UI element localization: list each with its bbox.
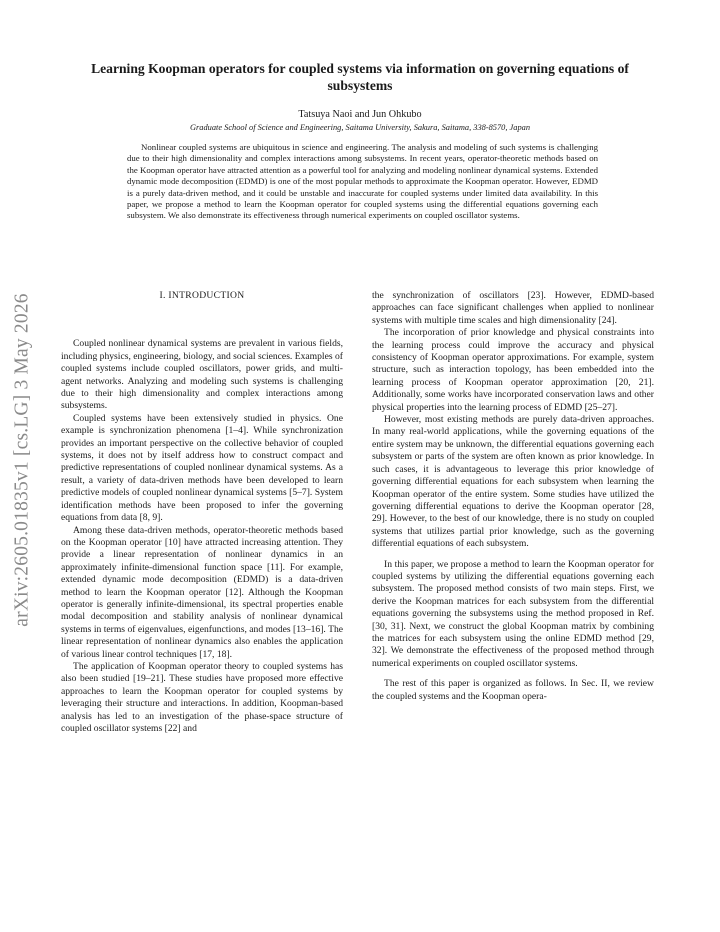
left-column	[61, 290, 343, 735]
arxiv-stamp-container	[3, 260, 43, 660]
paper-authors: Tatsuya Naoi and Jun Ohkubo	[298, 109, 422, 120]
paragraph: Coupled systems have been extensively studied in physics. One example is synchronization phenomena [1–4]. While synchronization provides an important perspective on the collective behavior of coupled systems, it does not by itself address how to construct compact and predictive representations of coupled nonlinear dynamical systems. As a result, a variety of data-driven methods have been developed to learn predictive models of coupled nonlinear dynamical systems [5–7]. System identification methods have been proposed to infer the governing equations from data [8, 9].	[61, 412, 343, 524]
paragraph: Coupled nonlinear dynamical systems are prevalent in various fields, including physics, engineering, biology, and social sciences. Examples of coupled systems include coupled oscillators, power grids, and multi-agent networks. Analyzing and modeling such systems is challenging due to their high dimensionality and complex interactions among subsystems.	[61, 338, 343, 412]
paragraph: the synchronization of oscillators [23]. However, EDMD-based approaches can face significant challenges when applied to nonlinear systems with multiple time scales and high dimensionality [24].	[372, 290, 654, 326]
paper-affiliation: Graduate School of Science and Engineering, Saitama University, Sakura, Saitama, 338-8570, Japan	[189, 123, 531, 132]
paragraph: The rest of this paper is organized as follows. In Sec. II, we review the coupled systems and the Koopman opera-	[372, 678, 654, 702]
arxiv-identifier[interactable]: arXiv:2605.01835v1 [cs.LG] 3 May 2026	[12, 293, 33, 627]
abstract	[127, 142, 598, 222]
paper-title: Learning Koopman operators for coupled systems via information on governing equations of subsystems	[91, 61, 629, 93]
paragraph: In this paper, we propose a method to learn the Koopman operator for coupled systems by utilizing the differential equations governing each subsystem. The proposed method consists of two main steps. First, we derive the Koopman matrices for each subsystem from the differential equations governing the subsystems using the method proposed in Ref. [30, 31]. Next, we construct the global Koopman matrix by combining the matrices for each subsystem using the online EDMD method [29, 32]. We demonstrate the effectiveness of the proposed method through numerical experiments on coupled oscillator systems.	[372, 558, 654, 669]
right-column	[372, 290, 654, 703]
abstract-text: Nonlinear coupled systems are ubiquitous in science and engineering. The analysis and modeling of such systems is challenging due to their high dimensionality and complex interactions among subsystems. In recent years, operator-theoretic methods based on the Koopman operator have attracted attention as a powerful tool for analyzing and modeling nonlinear dynamical systems. Extended dynamic mode decomposition (EDMD) is one of the most popular methods to approximate the Koopman operator. However, EDMD is a purely data-driven method, and it could be unstable and inaccurate for coupled systems under limited data availability. In this paper, we propose a method to learn the Koopman operator for coupled systems using the differential equations governing each subsystem. We also demonstrate its effectiveness through numerical experiments on coupled oscillator systems.	[127, 142, 598, 221]
paragraph: The incorporation of prior knowledge and physical constraints into the learning process could improve the accuracy and physical consistency of Koopman operator approximations. For example, system structure, such as interaction topology, has been embedded into the learning process of Koopman operator approximation [20, 21]. Additionally, some works have incorporated conservation laws and other physical properties into the learning process of EDMD [25–27].	[372, 327, 654, 413]
paragraph: The application of Koopman operator theory to coupled systems has also been studied [19–21]. These studies have proposed more effective approaches to learn the Koopman operator for coupled systems by leveraging their structure and interactions. In addition, Koopman-based analysis has led to an investigation of the phase-space structure of coupled oscillator systems [22] and	[61, 660, 343, 734]
paragraph: However, most existing methods are purely data-driven approaches. In many real-world applications, while the governing equations of the entire system may be unknown, the differential equations governing each subsystem or parts of the system are often known as prior knowledge. In such cases, it is advantageous to leverage this prior knowledge of governing differential equations for each subsystem when learning the Koopman operator of the entire system. Some studies have utilized the governing differential equations to derive the Koopman operator [28, 29]. However, to the best of our knowledge, there is no study on coupled systems that utilizes partial prior knowledge, such as the governing differential equations of each subsystem.	[372, 414, 654, 550]
paragraph: Among these data-driven methods, operator-theoretic methods based on the Koopman operator [10] have attracted increasing attention. They provide a linear representation of nonlinear dynamics in an approximately infinite-dimensional function space [11]. For example, extended dynamic mode decomposition (EDMD) is a data-driven method to learn the Koopman operator [12]. Although the Koopman operator is generally infinite-dimensional, its spectral properties enable modal decomposition and stability analysis of nonlinear dynamical systems in terms of eigenvalues, eigenfunctions, and modes [13–16]. The linear representation of nonlinear dynamics also enables the application of various linear control techniques [17, 18].	[61, 524, 343, 660]
section-heading: I. INTRODUCTION	[159, 290, 245, 301]
